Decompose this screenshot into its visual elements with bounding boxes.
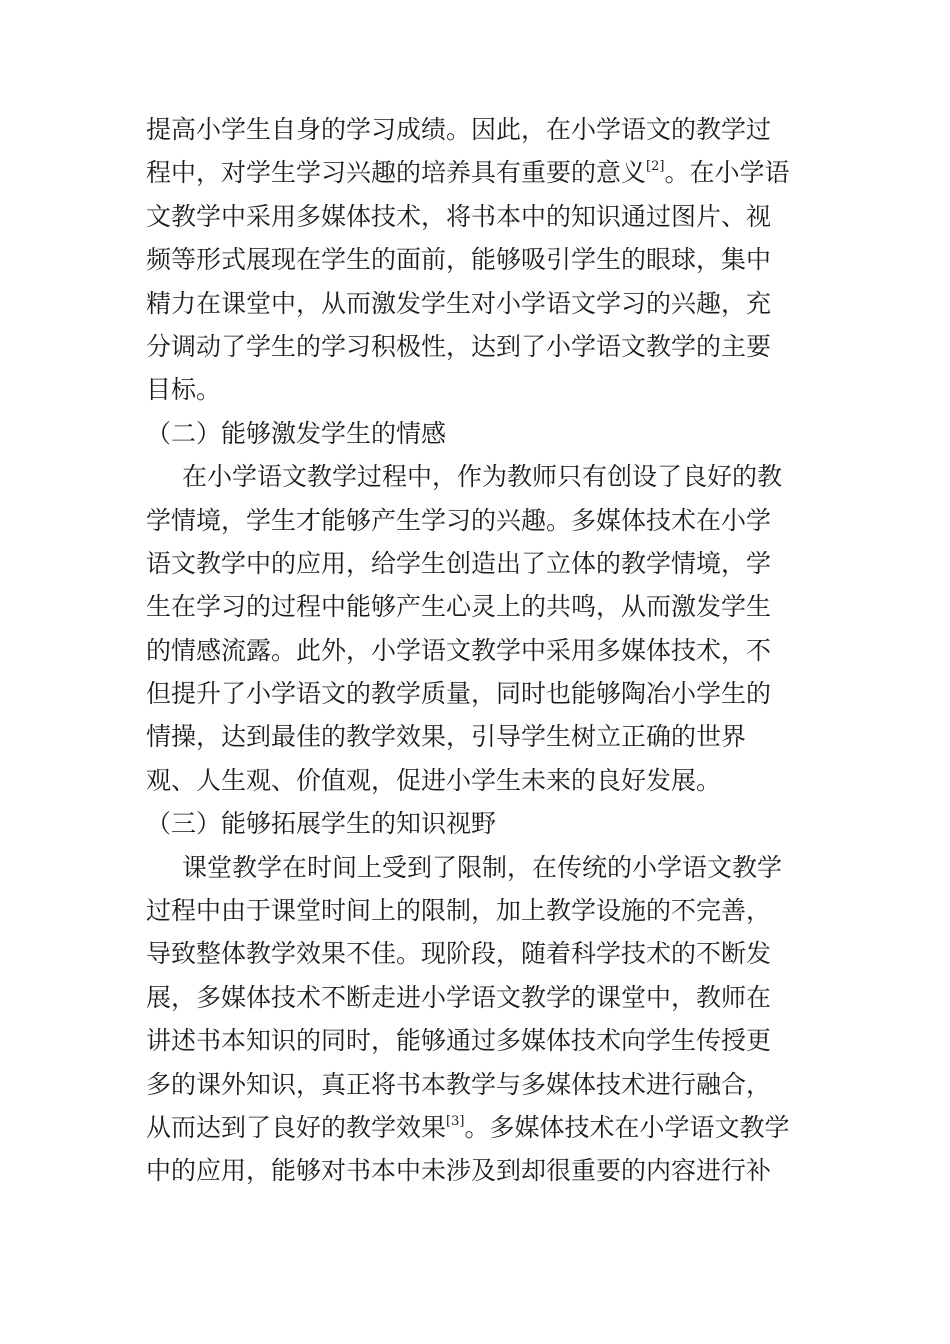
text-line — [146, 1106, 816, 1149]
text-line: 频等形式展现在学生的面前，能够吸引学生的眼球，集中 — [146, 245, 772, 275]
paragraph-learning-interest — [146, 108, 816, 412]
text-line: 精力在课堂中，从而激发学生对小学语文学习的兴趣，充 — [146, 288, 772, 318]
text-line: 过程中由于课堂时间上的限制，加上教学设施的不完善， — [146, 896, 772, 926]
text-line: 展，多媒体技术不断走进小学语文教学的课堂中，教师在 — [146, 982, 772, 1012]
paragraph-emotion — [146, 455, 816, 802]
text-line: 的情感流露。此外，小学语文教学中采用多媒体技术，不 — [146, 635, 772, 665]
citation-ref[interactable]: [2] — [646, 159, 665, 175]
text-line: 在小学语文教学过程中，作为教师只有创设了良好的教 — [182, 462, 783, 492]
text-segment: 从而达到了良好的教学效果 — [146, 1112, 447, 1142]
text-line: 学情境，学生才能够产生学习的兴趣。多媒体技术在小学 — [146, 505, 772, 535]
text-line: 多的课外知识，真正将书本教学与多媒体技术进行融合， — [146, 1069, 772, 1099]
section-heading-emotion: （二）能够激发学生的情感 — [146, 418, 447, 448]
text-line: 导致整体教学效果不佳。现阶段，随着科学技术的不断发 — [146, 939, 772, 969]
text-line: 提高小学生自身的学习成绩。因此，在小学语文的教学过 — [146, 115, 772, 144]
text-line: 文教学中采用多媒体技术，将书本中的知识通过图片、视 — [146, 201, 772, 231]
text-line: 生在学习的过程中能够产生心灵上的共鸣，从而激发学生 — [146, 592, 772, 622]
text-segment: 。在小学语 — [664, 158, 790, 188]
citation-ref[interactable]: [3] — [446, 1113, 465, 1129]
text-segment: 。多媒体技术在小学语文教学 — [464, 1112, 790, 1142]
document-body — [146, 108, 816, 1193]
text-line: 课堂教学在时间上受到了限制，在传统的小学语文教学 — [182, 852, 783, 882]
text-line: 语文教学中的应用，给学生创造出了立体的教学情境，学 — [146, 548, 772, 578]
text-line: 分调动了学生的学习积极性，达到了小学语文教学的主要 — [146, 331, 772, 361]
text-line: 目标。 — [146, 375, 222, 405]
text-line: 但提升了小学语文的教学质量，同时也能够陶冶小学生的 — [146, 679, 772, 709]
text-segment: 程中，对学生学习兴趣的培养具有重要的意义 — [146, 158, 647, 188]
text-line: 讲述书本知识的同时，能够通过多媒体技术向学生传授更 — [146, 1026, 772, 1056]
text-line: 观、人生观、价值观，促进小学生未来的良好发展。 — [146, 765, 722, 795]
paragraph-knowledge — [146, 846, 816, 1193]
section-heading-knowledge: （三）能够拓展学生的知识视野 — [146, 809, 497, 839]
text-line — [146, 151, 816, 194]
text-line: 情操，达到最佳的教学效果，引导学生树立正确的世界 — [146, 722, 747, 752]
text-line: 中的应用，能够对书本中未涉及到却很重要的内容进行补 — [146, 1156, 772, 1186]
